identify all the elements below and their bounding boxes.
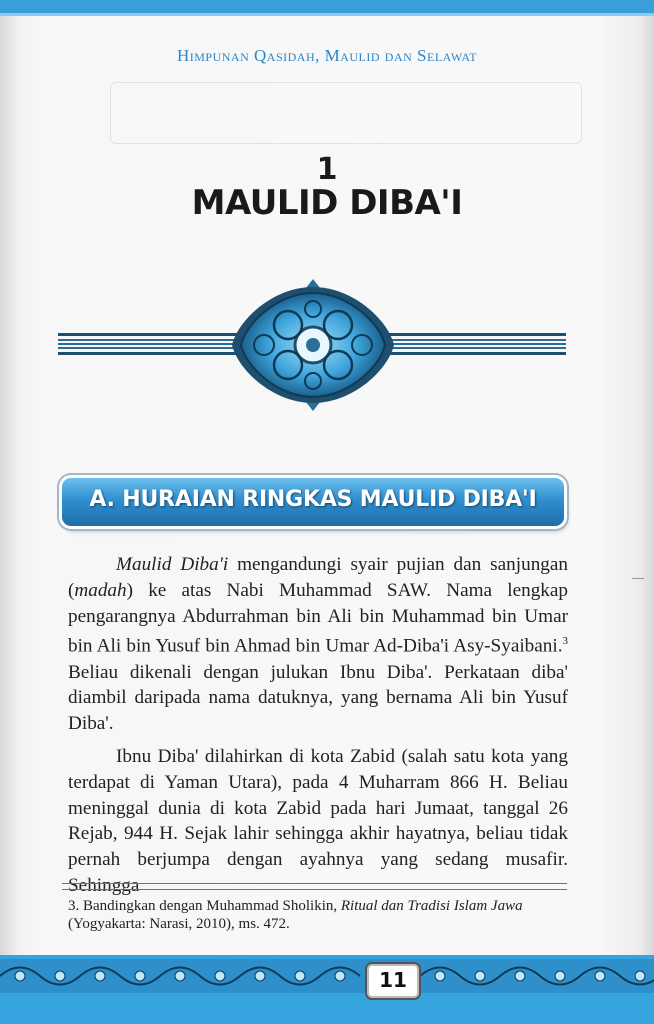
margin-mark — [632, 578, 644, 579]
bottom-border-band — [0, 955, 654, 1024]
bottom-ornament-pattern-icon — [0, 959, 654, 993]
para1-text-a: mengandungi syair pujian dan sanjungan ( — [68, 554, 568, 601]
ornament-medallion-icon — [228, 275, 398, 415]
footnote-prefix: 3. Bandingkan dengan Muhammad Sholikin, — [68, 898, 341, 914]
bleed-through-shadow — [110, 82, 582, 144]
chapter-number: 1 — [316, 152, 338, 187]
body-paragraph-1 — [68, 552, 568, 737]
body-paragraph-2 — [68, 744, 568, 899]
page-number: 11 — [365, 962, 421, 1000]
footnote-book-title: Ritual dan Tradisi Islam Jawa — [340, 898, 523, 914]
maulid-title-italic: Maulid Diba'i — [116, 554, 229, 575]
footnote-rule — [62, 883, 567, 890]
para2-text: Ibnu Diba' dilahirkan di kota Zabid (salah satu kota yang terdapat di Yaman Utara), pada 4 Muharram 866 H. Beliau meninggal dunia di kota Zabid pada hari Jumaat, tanggal 26 Rejab, 944 H. Sejak lahir sehingga akhir hayatnya, beliau tidak pernah berjumpa dengan ayahnya yang sedang musafir. Sehingga — [68, 746, 568, 896]
section-heading-bar — [62, 478, 564, 526]
footnote — [68, 897, 568, 933]
madah-italic: madah — [74, 579, 127, 601]
para1-text-c: Beliau dikenali dengan julukan Ibnu Diba'. Perkataan diba' diambil daripada nama datuknya, yang bernama Ali bin Yusuf Diba'. — [68, 661, 568, 735]
section-heading: A. HURAIAN RINGKAS MAULID DIBA'I — [89, 487, 537, 512]
top-border-band — [0, 0, 654, 16]
footnote-suffix: (Yogyakarta: Narasi, 2010), ms. 472. — [68, 916, 290, 932]
footnote-reference[interactable]: 3 — [562, 635, 568, 648]
chapter-title: MAULID DIBA'I — [191, 183, 463, 223]
running-head: Himpunan Qasidah, Maulid dan Selawat — [176, 46, 478, 65]
para1-text-b: ) ke atas Nabi Muhammad SAW. Nama lengkap pengarangnya Abdurrahman bin Ali bin Muhammad bin Umar bin Ali bin Yusuf bin Ahmad bin Umar Ad-Diba'i Asy-Syaibani. — [68, 579, 568, 657]
